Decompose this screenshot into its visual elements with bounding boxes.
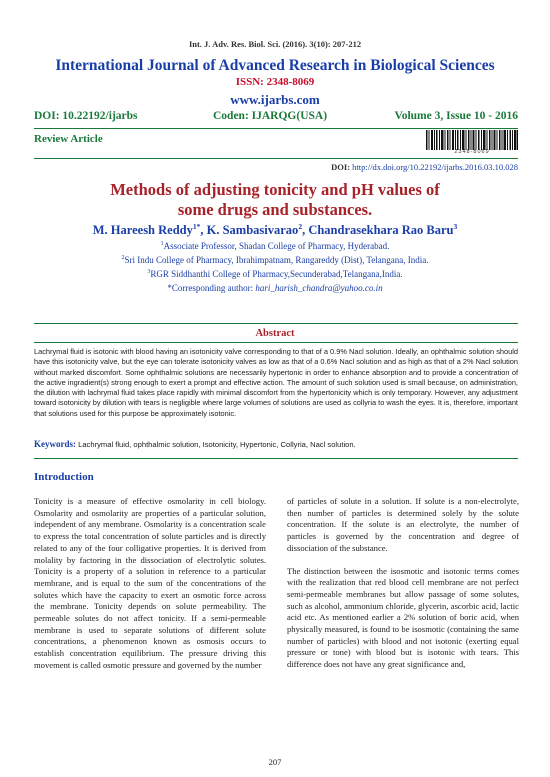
affiliation-2 (0, 255, 550, 265)
intro-paragraph: of particles of solute in a solution. If solute is a non-electrolyte, then number of particles is determined solely by the solute concentration. If the solute is an electrolyte, the number of particles is governed by the concentration and degree of dissociation of the substance. (287, 496, 519, 553)
affiliation-sup: 3 (147, 269, 151, 275)
journal-issn: ISSN: 2348-8069 (235, 76, 315, 88)
author-name: Chandrasekhara Rao Baru (308, 223, 454, 238)
affiliation-1 (0, 241, 550, 251)
left-column (34, 496, 266, 683)
affiliation-text: RGR Siddhanthi College of Pharmacy,Secunderabad,Telangana,India. (150, 269, 403, 279)
article-divider (34, 158, 518, 159)
article-title (0, 180, 550, 220)
author-sup: 3 (453, 222, 458, 231)
article-doi-label: DOI: (331, 162, 351, 172)
keywords-text: Lachrymal fluid, ophthalmic solution, Isotonicity, Hypertonic, Collyria, Nacl solution. (76, 440, 356, 449)
article-type: Review Article (34, 133, 103, 145)
corresponding-author (0, 283, 550, 293)
author-sup: 2 (298, 222, 303, 231)
affiliation-text: Sri Indu College of Pharmacy, Ibrahimpatnam, Rangareddy (Dist), Telangana, India. (124, 255, 429, 265)
author-name: K. Sambasivarao (206, 223, 299, 238)
affiliation-sup: 1 (160, 241, 164, 247)
abstract-heading-rule (34, 342, 518, 343)
abstract-text: Lachrymal fluid is isotonic with blood having an isotonicity valve corresponding to that of a 0.9% Nacl solution. Ideally, an ophthalmic solution should have this isotonicity valve, but the eye can tolerate isotonicity valves as low as that of a 0.6% Nacl solution and as high as that of a 2% Nacl solution without marked discomfort. Some ophthalmic solutions are necessarily hypertonic in order to enhance absorption and to provide a concentration of the active ingradient(s) strong enough to exert a prompt and effective action. The amount of such solution used is small because, on administration, the dilution with lachrymal fluid takes place rapidly with minimal discomfort from the hypertonicity which is only temporary. However, any adjustment toward isotonicity by dilution with tears is negligible where large volumes of solutions are used as collyria to wash the eyes. It is, therefore, important that solutions used for this purpose be approximately isotonic. (34, 347, 518, 418)
keywords-label: Keywords: (34, 439, 76, 449)
introduction-heading: Introduction (34, 471, 94, 483)
affiliation-text: Associate Professor, Shadan College of Pharmacy, Hyderabad. (163, 241, 390, 251)
right-column (287, 496, 519, 682)
abstract-top-rule (34, 323, 518, 324)
article-title-line1: Methods of adjusting tonicity and pH values of (110, 180, 440, 199)
page-number: 207 (268, 757, 282, 767)
intro-paragraph: The distinction between the isosmotic and isotonic terms comes with the realization that red blood cell membrane are not perfect semi-permeable membranes but allow passage of some solutes, such as alcohol, ammonium chloride, glycerin, ascorbic acid, lactic acid etc. As mentioned earlier a 2% solution of boric acid, when physically measured, is found to be isosmotic (containing the same number of particles) with blood and not isotonic (exerting equal pressure or tone) with blood but is isotonic with tears. This difference does not have any great significance and, (287, 565, 519, 670)
corresponding-label: *Corresponding author: (167, 283, 256, 293)
abstract-bottom-rule (34, 458, 518, 459)
article-title-line2: some drugs and substances. (177, 200, 373, 219)
journal-website[interactable]: www.ijarbs.com (230, 92, 320, 107)
affiliation-sup: 2 (121, 255, 125, 261)
author-list: M. Hareesh Reddy$^{1*}$, K. Sambasivarao$^2$, Chandrasekhara Rao Baru$^3$ (92, 222, 458, 238)
corresponding-email[interactable]: hari_harish_chandra@yahoo.co.in (255, 283, 383, 293)
journal-title: International Journal of Advanced Research in Biological Sciences (55, 57, 495, 74)
keywords (34, 439, 518, 449)
journal-citation: Int. J. Adv. Res. Biol. Sci. (2016). 3(10): 207-212 (188, 39, 362, 49)
barcode-icon (426, 130, 518, 150)
article-doi (331, 162, 518, 172)
barcode-number: 2348-8069 (454, 149, 490, 155)
journal-volume: Volume 3, Issue 10 - 2016 (394, 110, 518, 122)
header-divider (34, 128, 518, 129)
author-sup: 1* (192, 222, 201, 231)
journal-coden: Coden: IJARQG(USA) (213, 110, 328, 122)
intro-paragraph: Tonicity is a measure of effective osmolarity in cell biology. Osmolarity and osmolarity are properties of a particular solution, independent of any membrane. Osmolarity is a concentration scale to express the total concentration of solute particles and is directly related to any of the four colligative properties. It is derived from molality by factoring in the dissociation of electrolytic solutes. Tonicity is a property of a solution in reference to a particular membrane, and is equal to the sum of the concentrations of the solutes which have the capacity to exert an osmotic force across the membrane. Tonicity depends on solute permeability. The permeable solutes do not affect tonicity. If a semi-permeable membrane is used to separate solutions of different solute concentrations, a phenomenon known as osmosis occurs to establish concentration equilibrium. The pressure driving this movement is called osmotic pressure and governed by the number (34, 496, 266, 670)
affiliation-3 (0, 269, 550, 279)
article-doi-link[interactable]: http://dx.doi.org/10.22192/ijarbs.2016.03.10.028 (352, 162, 518, 172)
abstract-heading: Abstract (255, 328, 295, 339)
journal-doi: DOI: 10.22192/ijarbs (34, 110, 138, 122)
author-name: M. Hareesh Reddy (92, 223, 193, 238)
